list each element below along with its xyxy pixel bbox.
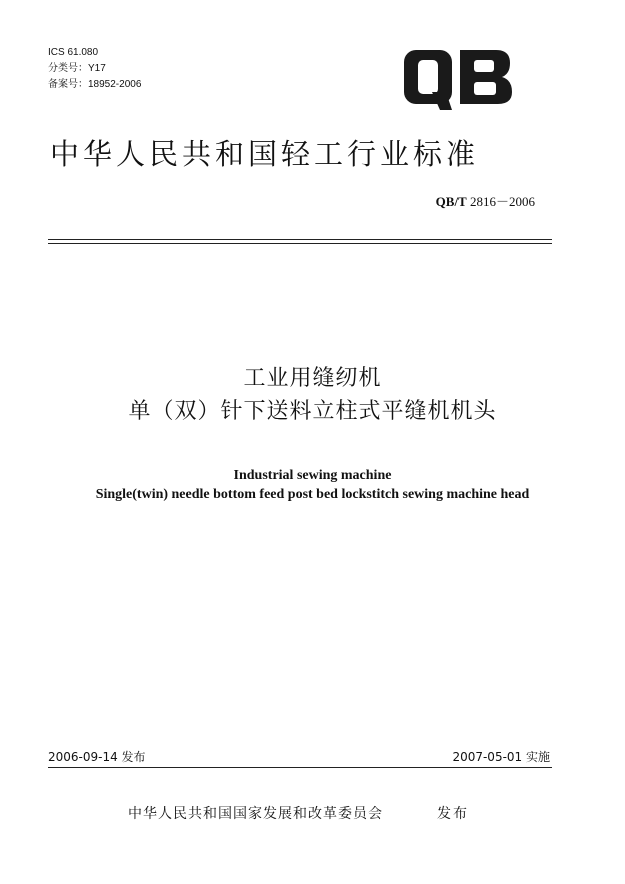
ics-code: ICS 61.080 [48, 47, 99, 58]
classification-number: 分类号：Y17 [48, 63, 106, 74]
qb-logo [402, 48, 514, 112]
title-english-line1: Industrial sewing machine [233, 468, 392, 483]
title-english-line2: Single(twin) needle bottom feed post bed lockstitch sewing machine head [95, 487, 530, 502]
top-rule-second [48, 243, 552, 244]
organization-heading: 中华人民共和国轻工行业标准 [50, 137, 480, 171]
title-chinese-line2: 单（双）针下送料立柱式平缝机机头 [128, 399, 497, 424]
issue-date: 2006-09-14 发布 [48, 750, 146, 764]
record-number: 备案号：18952-2006 [48, 79, 142, 90]
standard-number [436, 191, 535, 210]
implementation-date: 2007-05-01 实施 [452, 750, 550, 764]
top-rule [48, 239, 552, 240]
title-chinese-line1: 工业用缝纫机 [243, 366, 382, 391]
publisher-name: 中华人民共和国国家发展和改革委员会 [128, 806, 383, 822]
bottom-rule [48, 767, 552, 768]
standard-code: 2816－2006 [469, 194, 535, 209]
standard-prefix: QB/T [435, 194, 467, 209]
publish-label: 发布 [437, 806, 469, 822]
